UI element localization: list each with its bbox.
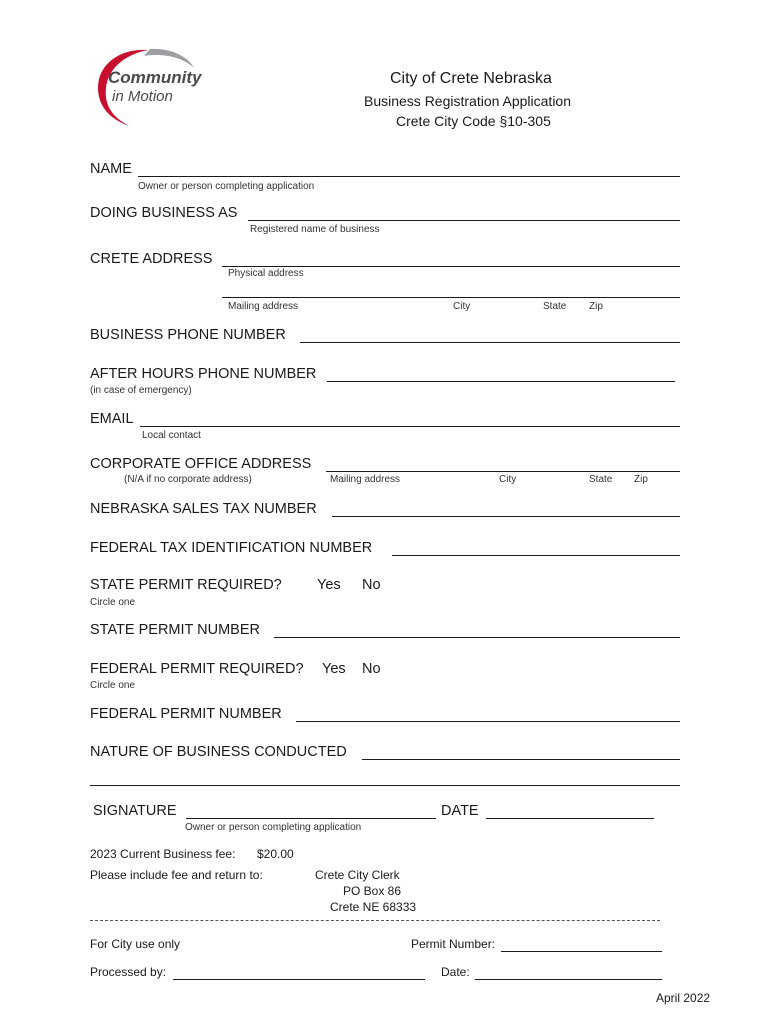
nature-of-business-field[interactable] (362, 737, 680, 760)
signature-label: SIGNATURE (93, 803, 177, 819)
after-hours-phone-field[interactable] (327, 359, 675, 382)
nature-of-business-field-line2[interactable] (90, 763, 680, 786)
processed-by-label: Processed by: (90, 965, 167, 979)
city-hint: City (453, 301, 471, 312)
corporate-office-label: CORPORATE OFFICE ADDRESS (90, 456, 312, 472)
state-permit-number-label: STATE PERMIT NUMBER (90, 622, 260, 638)
federal-permit-required-label: FEDERAL PERMIT REQUIRED? (90, 661, 304, 677)
logo-line2: in Motion (112, 88, 173, 105)
signature-field[interactable] (186, 796, 436, 819)
state-permit-number-field[interactable] (274, 615, 680, 638)
form-code: Crete City Code §10-305 (396, 113, 551, 129)
corporate-state-hint: State (589, 474, 613, 485)
federal-permit-number-label: FEDERAL PERMIT NUMBER (90, 706, 282, 722)
ne-sales-tax-label: NEBRASKA SALES TAX NUMBER (90, 501, 317, 517)
corporate-na-hint: (N/A if no corporate address) (124, 474, 252, 485)
email-hint: Local contact (142, 430, 201, 441)
dba-label: DOING BUSINESS AS (90, 205, 238, 221)
city-date-label: Date: (441, 965, 470, 979)
return-address-line2: PO Box 86 (343, 884, 402, 898)
zip-hint: Zip (589, 301, 603, 312)
revision-date: April 2022 (656, 991, 711, 1005)
name-hint: Owner or person completing application (138, 181, 315, 192)
federal-permit-no-option[interactable]: No (362, 661, 381, 677)
physical-address-hint: Physical address (228, 268, 304, 279)
name-field[interactable] (138, 154, 680, 177)
ne-sales-tax-field[interactable] (332, 494, 680, 517)
federal-permit-yes-option[interactable]: Yes (322, 661, 346, 677)
logo-line1: Community (108, 68, 202, 87)
corporate-mailing-hint: Mailing address (330, 474, 401, 485)
federal-tax-id-label: FEDERAL TAX IDENTIFICATION NUMBER (90, 540, 373, 556)
corporate-city-hint: City (499, 474, 517, 485)
city-date-field[interactable] (475, 957, 662, 980)
crete-mailing-address-field[interactable] (222, 275, 680, 298)
mailing-address-hint: Mailing address (228, 301, 299, 312)
federal-permit-hint: Circle one (90, 680, 136, 691)
return-label: Please include fee and return to: (90, 868, 263, 882)
email-field[interactable] (140, 404, 680, 427)
date-label: DATE (441, 803, 479, 819)
after-hours-phone-label: AFTER HOURS PHONE NUMBER (90, 366, 317, 382)
section-divider (90, 920, 660, 921)
form-subtitle: Business Registration Application (364, 93, 572, 109)
corporate-office-field[interactable] (326, 449, 680, 472)
name-label: NAME (90, 161, 132, 177)
community-in-motion-logo (90, 46, 200, 128)
processed-by-field[interactable] (173, 957, 425, 980)
state-permit-no-option[interactable]: No (362, 577, 381, 593)
state-hint: State (543, 301, 567, 312)
nature-of-business-label: NATURE OF BUSINESS CONDUCTED (90, 744, 347, 760)
fee-amount: $20.00 (257, 847, 294, 861)
business-phone-label: BUSINESS PHONE NUMBER (90, 327, 286, 343)
after-hours-hint: (in case of emergency) (90, 385, 192, 396)
crete-physical-address-field[interactable] (222, 244, 680, 267)
state-permit-yes-option[interactable]: Yes (317, 577, 341, 593)
return-address-line3: Crete NE 68333 (330, 900, 417, 914)
city-use-label: For City use only (90, 937, 181, 951)
return-address-line1: Crete City Clerk (315, 868, 400, 882)
permit-number-field[interactable] (501, 929, 662, 952)
dba-field[interactable] (248, 198, 680, 221)
business-phone-field[interactable] (300, 320, 680, 343)
form-title: City of Crete Nebraska (390, 70, 552, 87)
crete-address-label: CRETE ADDRESS (90, 251, 213, 267)
federal-permit-number-field[interactable] (296, 699, 680, 722)
date-field[interactable] (486, 796, 654, 819)
state-permit-hint: Circle one (90, 597, 136, 608)
permit-number-label: Permit Number: (411, 937, 496, 951)
fee-label: 2023 Current Business fee: (90, 847, 236, 861)
state-permit-required-label: STATE PERMIT REQUIRED? (90, 577, 282, 593)
email-label: EMAIL (90, 411, 134, 427)
dba-hint: Registered name of business (250, 224, 380, 235)
federal-tax-id-field[interactable] (392, 533, 680, 556)
corporate-zip-hint: Zip (634, 474, 648, 485)
signature-hint: Owner or person completing application (185, 822, 362, 833)
